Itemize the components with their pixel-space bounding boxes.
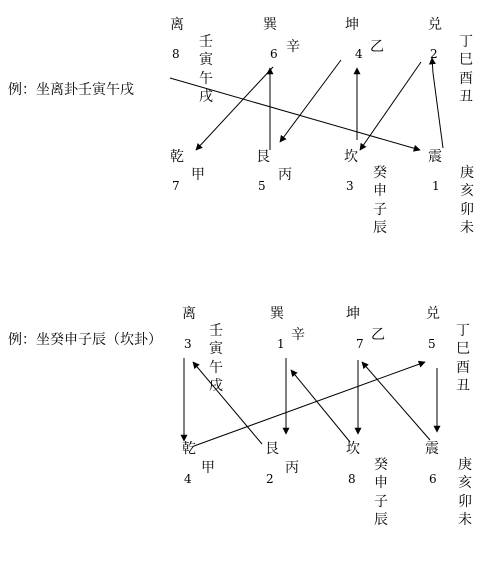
- d2-top-num-li: 3: [184, 337, 192, 351]
- d2-arrow-zhen-to-kun: [362, 362, 430, 440]
- d1-arrow-zhen-to-dui: [432, 58, 443, 148]
- d2-arrow-gen-to-li: [193, 362, 262, 444]
- d2-top-num-dui: 5: [428, 337, 436, 351]
- d1-bot-num-kan: 3: [346, 179, 354, 193]
- d2-top-gua-li: 离: [182, 306, 196, 322]
- d1-bot-stems-gen: 丙: [278, 167, 292, 183]
- d2-bot-gua-kan: 坎: [346, 441, 360, 457]
- d1-bot-gua-kan: 坎: [344, 149, 358, 165]
- d2-bot-gua-qian: 乾: [182, 441, 196, 457]
- d1-arrow-xun-to-qian: [196, 67, 273, 150]
- d2-top-stems-dui: 丁 巳 酉 丑: [456, 323, 470, 395]
- d2-bot-gua-zhen: 震: [425, 441, 439, 457]
- d2-bot-gua-gen: 艮: [265, 441, 279, 457]
- d1-bot-num-gen: 5: [258, 179, 266, 193]
- d1-top-stems-xun: 辛: [286, 39, 300, 55]
- d1-top-stems-dui: 丁 巳 酉 丑: [459, 34, 473, 106]
- d1-bot-num-qian: 7: [172, 179, 180, 193]
- d2-top-gua-kun: 坤: [346, 306, 360, 322]
- d1-top-gua-li: 离: [170, 17, 184, 33]
- d2-bot-stems-zhen: 庚 亥 卯 未: [458, 457, 472, 529]
- d1-top-num-li: 8: [172, 47, 180, 61]
- d2-bot-num-zhen: 6: [429, 472, 437, 486]
- d1-bot-stems-qian: 甲: [191, 167, 205, 183]
- d2-top-gua-xun: 巽: [270, 306, 284, 322]
- d1-top-gua-dui: 兑: [428, 17, 442, 33]
- d1-arrow-dui-to-kan: [360, 62, 421, 150]
- d2-arrow-kan-to-xun: [291, 370, 350, 442]
- d1-top-num-xun: 6: [270, 47, 278, 61]
- d2-bot-num-kan: 8: [348, 472, 356, 486]
- d1-top-num-dui: 2: [430, 47, 438, 61]
- d1-arrow-kun-to-gen: [280, 60, 341, 142]
- d1-bot-gua-qian: 乾: [170, 149, 184, 165]
- d2-bot-stems-kan: 癸 申 子 辰: [374, 457, 388, 529]
- d1-bot-stems-kan: 癸 申 子 辰: [373, 165, 387, 237]
- d1-bot-gua-zhen: 震: [428, 149, 442, 165]
- diagram1-title: 例：坐离卦壬寅午戌: [8, 82, 134, 98]
- d2-top-gua-dui: 兑: [426, 306, 440, 322]
- d2-bot-num-qian: 4: [184, 472, 192, 486]
- d2-top-stems-li: 壬 寅 午 戌: [209, 323, 223, 395]
- d2-top-num-xun: 1: [277, 337, 285, 351]
- d1-bot-gua-gen: 艮: [256, 149, 270, 165]
- d2-top-stems-kun: 乙: [371, 327, 385, 343]
- d1-arrow-li-to-zhen: [170, 78, 420, 150]
- diagram2-title: 例：坐癸申子辰（坎卦）: [8, 332, 162, 348]
- d1-top-gua-xun: 巽: [263, 17, 277, 33]
- d1-top-stems-kun: 乙: [370, 39, 384, 55]
- d2-top-num-kun: 7: [356, 337, 364, 351]
- d1-bot-num-zhen: 1: [432, 179, 440, 193]
- d2-bot-stems-qian: 甲: [201, 460, 215, 476]
- d2-bot-num-gen: 2: [266, 472, 274, 486]
- d2-bot-stems-gen: 丙: [285, 460, 299, 476]
- d1-bot-stems-zhen: 庚 亥 卯 未: [460, 165, 474, 237]
- d2-top-stems-xun: 辛: [291, 327, 305, 343]
- d1-top-gua-kun: 坤: [345, 17, 359, 33]
- d1-top-num-kun: 4: [355, 47, 363, 61]
- d1-top-stems-li: 壬 寅 午 戌: [199, 34, 213, 106]
